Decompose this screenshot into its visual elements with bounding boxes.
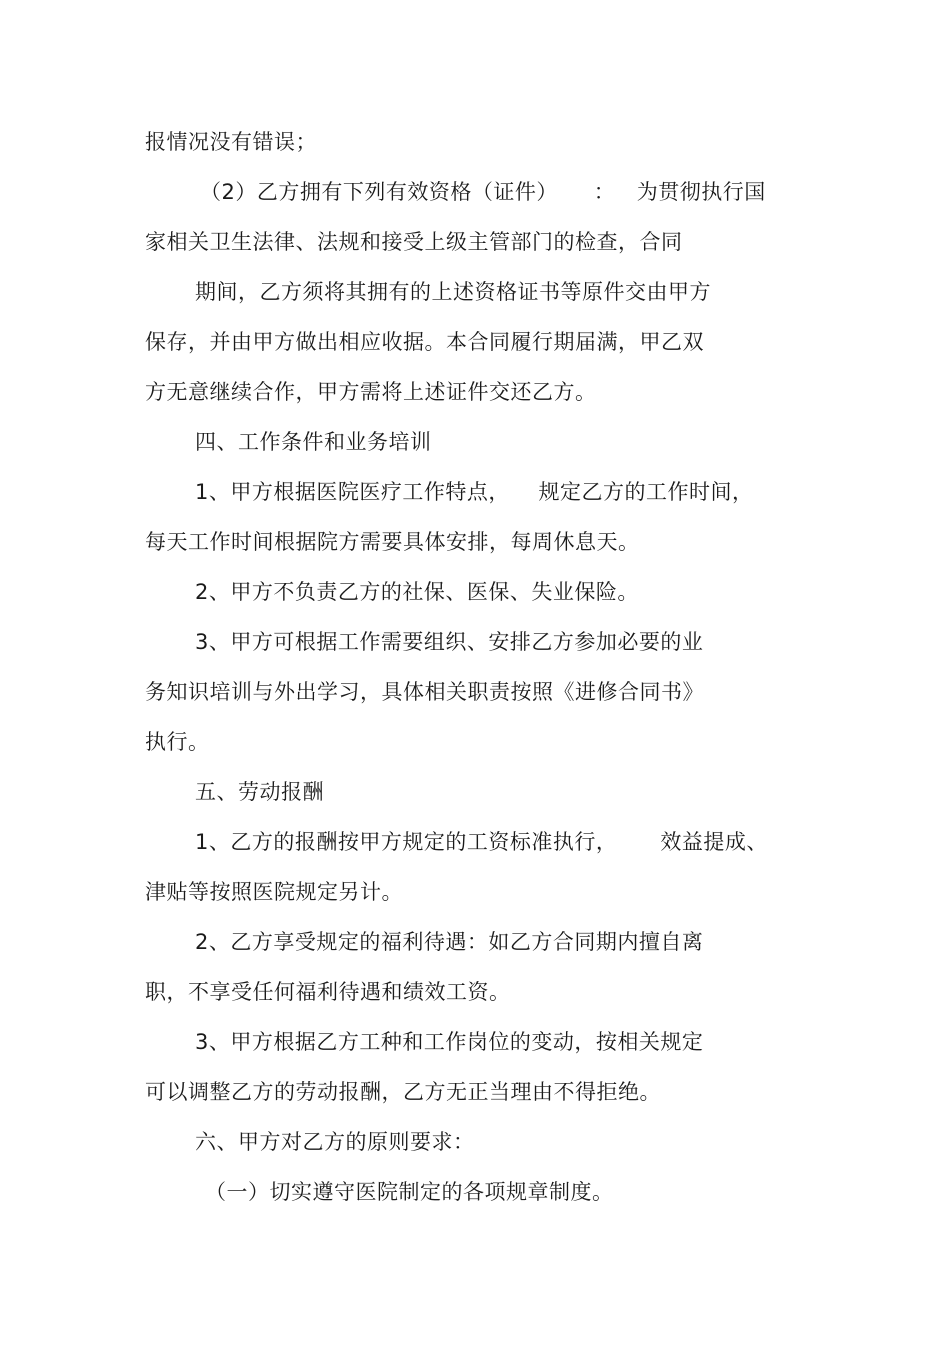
text-line: 津贴等按照医院规定另计。 [145, 880, 403, 904]
text-line: 可以调整乙方的劳动报酬，乙方无正当理由不得拒绝。 [145, 1080, 661, 1104]
text-line: （一）切实遵守医院制定的各项规章制度。 [205, 1180, 614, 1204]
text-line: 务知识培训与外出学习，具体相关职责按照《进修合同书》 [145, 680, 704, 704]
text-line: 报情况没有错误； [145, 130, 317, 154]
text-line: 期间，乙方须将其拥有的上述资格证书等原件交由甲方 [195, 280, 711, 304]
text-line: 2、乙方享受规定的福利待遇：如乙方合同期内擅自离 [195, 930, 704, 954]
text-line: 家相关卫生法律、法规和接受上级主管部门的检查，合同 [145, 230, 683, 254]
text-line: 2、甲方不负责乙方的社保、医保、失业保险。 [195, 580, 639, 604]
text-line: 每天工作时间根据院方需要具体安排，每周休息天。 [145, 530, 640, 554]
section-heading: 六、甲方对乙方的原则要求： [195, 1130, 475, 1154]
section-heading: 四、工作条件和业务培训 [195, 430, 432, 454]
text-line: 保存，并由甲方做出相应收据。本合同履行期届满，甲乙双 [145, 330, 704, 354]
text-line: 3、甲方可根据工作需要组织、安排乙方参加必要的业 [195, 630, 704, 654]
text-line: 1、乙方的报酬按甲方规定的工资标准执行， 效益提成、 [195, 830, 768, 854]
text-line: 1、甲方根据医院医疗工作特点， 规定乙方的工作时间， [195, 480, 754, 504]
text-line: 职，不享受任何福利待遇和绩效工资。 [145, 980, 511, 1004]
text-line: 执行。 [145, 730, 210, 754]
text-line: 方无意继续合作，甲方需将上述证件交还乙方。 [145, 380, 597, 404]
text-line: （2）乙方拥有下列有效资格（证件） ： 为贯彻执行国 [200, 180, 766, 204]
text-line: 3、甲方根据乙方工种和工作岗位的变动，按相关规定 [195, 1030, 704, 1054]
section-heading: 五、劳动报酬 [195, 780, 324, 804]
